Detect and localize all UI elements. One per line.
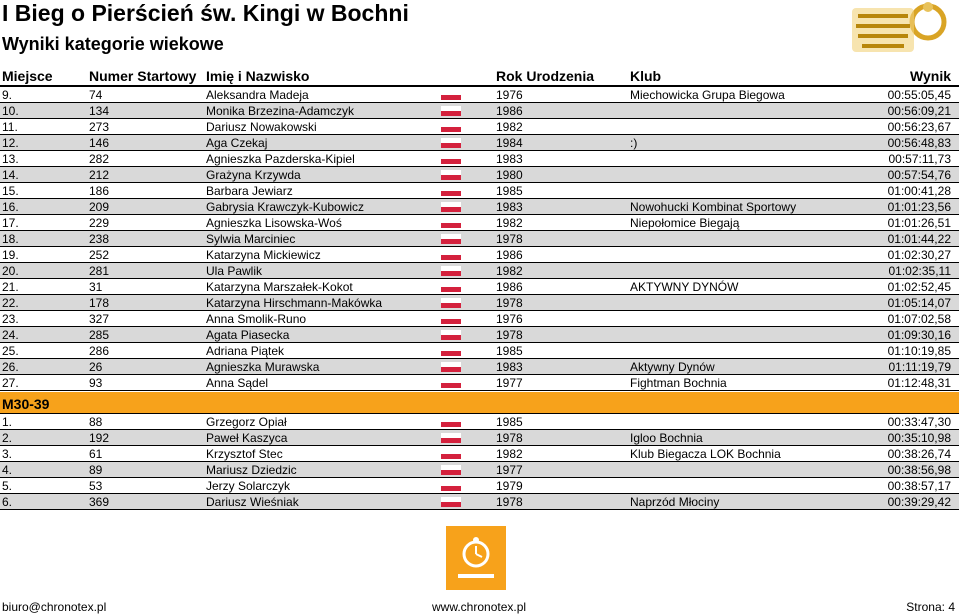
results-table (0, 87, 959, 510)
cell-year: 1978 (496, 296, 523, 310)
cell-year: 1983 (496, 200, 523, 214)
cell-number: 212 (89, 168, 110, 182)
cell-place: 10. (2, 104, 19, 118)
footer-page-number: Strona: 4 (906, 600, 955, 614)
cell-number: 282 (89, 152, 110, 166)
cell-place: 5. (2, 479, 13, 493)
cell-name: Monika Brzezina-Adamczyk (206, 104, 355, 118)
cell-year: 1978 (496, 495, 523, 509)
table-row (0, 279, 959, 295)
cell-result: 01:11:19,79 (888, 360, 951, 374)
cell-name: Dariusz Wieśniak (206, 495, 299, 509)
cell-number: 93 (89, 376, 103, 390)
poland-flag-icon (441, 497, 461, 507)
table-row (0, 263, 959, 279)
cell-number: 186 (89, 184, 110, 198)
poland-flag-icon (441, 465, 461, 475)
cell-year: 1986 (496, 104, 523, 118)
cell-number: 209 (89, 200, 110, 214)
cell-year: 1984 (496, 136, 523, 150)
col-name: Imię i Nazwisko (206, 68, 310, 84)
cell-place: 15. (2, 184, 19, 198)
chronotex-logo (446, 526, 506, 590)
poland-flag-icon (441, 218, 461, 228)
cell-year: 1982 (496, 264, 523, 278)
cell-year: 1977 (496, 376, 523, 390)
cell-number: 134 (89, 104, 110, 118)
cell-place: 14. (2, 168, 19, 182)
cell-year: 1980 (496, 168, 523, 182)
cell-year: 1978 (496, 431, 523, 445)
table-row (0, 183, 959, 199)
footer-website[interactable]: www.chronotex.pl (432, 600, 527, 614)
cell-result: 01:02:30,27 (887, 248, 951, 262)
cell-place: 25. (2, 344, 19, 358)
cell-number: 252 (89, 248, 110, 262)
cell-place: 11. (2, 120, 18, 134)
cell-name: Gabrysia Krawczyk-Kubowicz (206, 200, 365, 214)
cell-result: 00:38:56,98 (887, 463, 951, 477)
cell-club: Nowohucki Kombinat Sportowy (630, 200, 797, 214)
col-club: Klub (630, 68, 662, 84)
cell-name: Agnieszka Lisowska-Woś (206, 216, 342, 230)
table-row (0, 327, 959, 343)
table-row (0, 103, 959, 119)
cell-place: 26. (2, 360, 19, 374)
cell-year: 1986 (496, 248, 523, 262)
cell-result: 00:56:23,67 (887, 120, 951, 134)
table-row (0, 375, 959, 391)
cell-place: 18. (2, 232, 19, 246)
cell-place: 2. (2, 431, 13, 445)
poland-flag-icon (441, 481, 461, 491)
cell-place: 17. (2, 216, 19, 230)
results-group-k (0, 87, 959, 391)
cell-club: :) (630, 136, 638, 150)
cell-place: 27. (2, 376, 19, 390)
cell-club: Niepołomice Biegają (630, 216, 740, 230)
poland-flag-icon (441, 250, 461, 260)
cell-number: 146 (89, 136, 110, 150)
cell-result: 01:01:44,22 (887, 232, 951, 246)
cell-number: 89 (89, 463, 103, 477)
poland-flag-icon (441, 154, 461, 164)
col-number: Numer Startowy (89, 68, 197, 84)
poland-flag-icon (441, 417, 461, 427)
cell-result: 01:05:14,07 (887, 296, 951, 310)
cell-name: Sylwia Marciniec (206, 232, 296, 246)
cell-club: Fightman Bochnia (630, 376, 727, 390)
table-row (0, 446, 959, 462)
poland-flag-icon (441, 170, 461, 180)
cell-result: 01:02:35,11 (888, 264, 951, 278)
cell-result: 01:01:26,51 (887, 216, 951, 230)
cell-place: 24. (2, 328, 19, 342)
cell-result: 00:56:09,21 (887, 104, 951, 118)
cell-result: 01:12:48,31 (887, 376, 951, 390)
poland-flag-icon (441, 378, 461, 388)
poland-flag-icon (441, 298, 461, 308)
poland-flag-icon (441, 330, 461, 340)
table-header (0, 66, 959, 86)
cell-place: 23. (2, 312, 19, 326)
cell-place: 3. (2, 447, 13, 461)
cell-place: 20. (2, 264, 19, 278)
cell-number: 273 (89, 120, 110, 134)
category-label: M30-39 (2, 396, 50, 412)
cell-place: 19. (2, 248, 19, 262)
cell-year: 1976 (496, 312, 523, 326)
cell-result: 00:33:47,30 (887, 415, 951, 429)
poland-flag-icon (441, 314, 461, 324)
cell-year: 1986 (496, 280, 523, 294)
cell-year: 1976 (496, 88, 523, 102)
cell-result: 00:56:48,83 (887, 136, 951, 150)
cell-year: 1985 (496, 344, 523, 358)
cell-result: 01:00:41,28 (887, 184, 951, 198)
cell-place: 1. (2, 415, 13, 429)
table-row (0, 414, 959, 430)
cell-name: Adriana Piątek (206, 344, 285, 358)
poland-flag-icon (441, 202, 461, 212)
table-row (0, 167, 959, 183)
cell-club: Klub Biegacza LOK Bochnia (630, 447, 781, 461)
cell-result: 00:35:10,98 (887, 431, 951, 445)
cell-club: Aktywny Dynów (630, 360, 715, 374)
table-row (0, 462, 959, 478)
cell-number: 53 (89, 479, 103, 493)
cell-result: 00:39:29,42 (887, 495, 951, 509)
table-row (0, 151, 959, 167)
cell-number: 178 (89, 296, 110, 310)
table-row (0, 295, 959, 311)
col-place: Miejsce (2, 68, 53, 84)
cell-number: 286 (89, 344, 110, 358)
poland-flag-icon (441, 186, 461, 196)
results-group-m (0, 414, 959, 510)
cell-number: 31 (89, 280, 103, 294)
cell-number: 229 (89, 216, 110, 230)
page-footer (0, 598, 959, 615)
cell-club: AKTYWNY DYNÓW (630, 280, 739, 294)
cell-number: 285 (89, 328, 110, 342)
cell-place: 4. (2, 463, 13, 477)
cell-name: Aga Czekaj (206, 136, 268, 150)
cell-result: 01:01:23,56 (887, 200, 951, 214)
poland-flag-icon (441, 346, 461, 356)
cell-name: Katarzyna Hirschmann-Makówka (206, 296, 383, 310)
table-row (0, 478, 959, 494)
cell-result: 00:57:54,76 (887, 168, 951, 182)
cell-year: 1983 (496, 152, 523, 166)
cell-result: 01:07:02,58 (887, 312, 951, 326)
table-row (0, 231, 959, 247)
cell-name: Ula Pawlik (206, 264, 263, 278)
cell-name: Mariusz Dziedzic (206, 463, 297, 477)
cell-club: Naprzód Młociny (630, 495, 720, 509)
cell-result: 01:02:52,45 (887, 280, 951, 294)
cell-number: 61 (89, 447, 103, 461)
cell-number: 192 (89, 431, 110, 445)
cell-number: 369 (89, 495, 110, 509)
table-row (0, 135, 959, 151)
table-row (0, 343, 959, 359)
poland-flag-icon (441, 433, 461, 443)
cell-name: Krzysztof Stec (206, 447, 283, 461)
table-row (0, 215, 959, 231)
cell-place: 13. (2, 152, 19, 166)
cell-year: 1977 (496, 463, 523, 477)
cell-place: 21. (2, 280, 19, 294)
cell-name: Jerzy Solarczyk (206, 479, 291, 493)
table-row (0, 119, 959, 135)
page-title: I Bieg o Pierścień św. Kingi w Bochni (2, 0, 409, 26)
poland-flag-icon (441, 138, 461, 148)
poland-flag-icon (441, 362, 461, 372)
cell-place: 22. (2, 296, 19, 310)
cell-result: 01:09:30,16 (887, 328, 951, 342)
table-row (0, 430, 959, 446)
cell-number: 74 (89, 88, 103, 102)
col-year: Rok Urodzenia (496, 68, 595, 84)
cell-year: 1982 (496, 216, 523, 230)
cell-year: 1978 (496, 232, 523, 246)
cell-result: 00:38:57,17 (887, 479, 951, 493)
cell-name: Dariusz Nowakowski (206, 120, 317, 134)
cell-place: 16. (2, 200, 19, 214)
cell-year: 1983 (496, 360, 523, 374)
cell-name: Anna Smolik-Runo (206, 312, 307, 326)
category-band (0, 392, 959, 414)
cell-year: 1982 (496, 120, 523, 134)
poland-flag-icon (441, 106, 461, 116)
table-row (0, 87, 959, 103)
cell-place: 6. (2, 495, 13, 509)
cell-number: 26 (89, 360, 103, 374)
page-subtitle: Wyniki kategorie wiekowe (2, 34, 224, 54)
cell-number: 327 (89, 312, 110, 326)
cell-name: Agata Piasecka (206, 328, 290, 342)
cell-place: 9. (2, 88, 13, 102)
cell-year: 1979 (496, 479, 523, 493)
cell-name: Aleksandra Madeja (206, 88, 309, 102)
cell-result: 01:10:19,85 (887, 344, 951, 358)
cell-result: 00:38:26,74 (887, 447, 951, 461)
cell-result: 00:57:11,73 (888, 152, 951, 166)
cell-name: Agnieszka Pazderska-Kipiel (206, 152, 355, 166)
table-row (0, 311, 959, 327)
cell-name: Katarzyna Mickiewicz (206, 248, 321, 262)
footer-email[interactable]: biuro@chronotex.pl (2, 600, 107, 614)
cell-number: 281 (89, 264, 110, 278)
cell-place: 12. (2, 136, 19, 150)
col-result: Wynik (910, 68, 951, 84)
cell-club: Miechowicka Grupa Biegowa (630, 88, 785, 102)
cell-result: 00:55:05,45 (887, 88, 951, 102)
event-logo (848, 2, 948, 60)
poland-flag-icon (441, 282, 461, 292)
cell-name: Grzegorz Opiał (206, 415, 287, 429)
cell-name: Paweł Kaszyca (206, 431, 288, 445)
cell-name: Barbara Jewiarz (206, 184, 293, 198)
poland-flag-icon (441, 266, 461, 276)
cell-year: 1985 (496, 415, 523, 429)
table-row (0, 359, 959, 375)
cell-name: Anna Sądel (206, 376, 269, 390)
table-row (0, 247, 959, 263)
cell-number: 238 (89, 232, 110, 246)
cell-year: 1978 (496, 328, 523, 342)
cell-name: Katarzyna Marszałek-Kokot (206, 280, 353, 294)
table-row (0, 199, 959, 215)
cell-number: 88 (89, 415, 103, 429)
cell-club: Igloo Bochnia (630, 431, 703, 445)
poland-flag-icon (441, 90, 461, 100)
table-row (0, 494, 959, 510)
cell-name: Grażyna Krzywda (206, 168, 301, 182)
poland-flag-icon (441, 122, 461, 132)
poland-flag-icon (441, 449, 461, 459)
cell-name: Agnieszka Murawska (206, 360, 320, 374)
cell-year: 1982 (496, 447, 523, 461)
cell-year: 1985 (496, 184, 523, 198)
poland-flag-icon (441, 234, 461, 244)
